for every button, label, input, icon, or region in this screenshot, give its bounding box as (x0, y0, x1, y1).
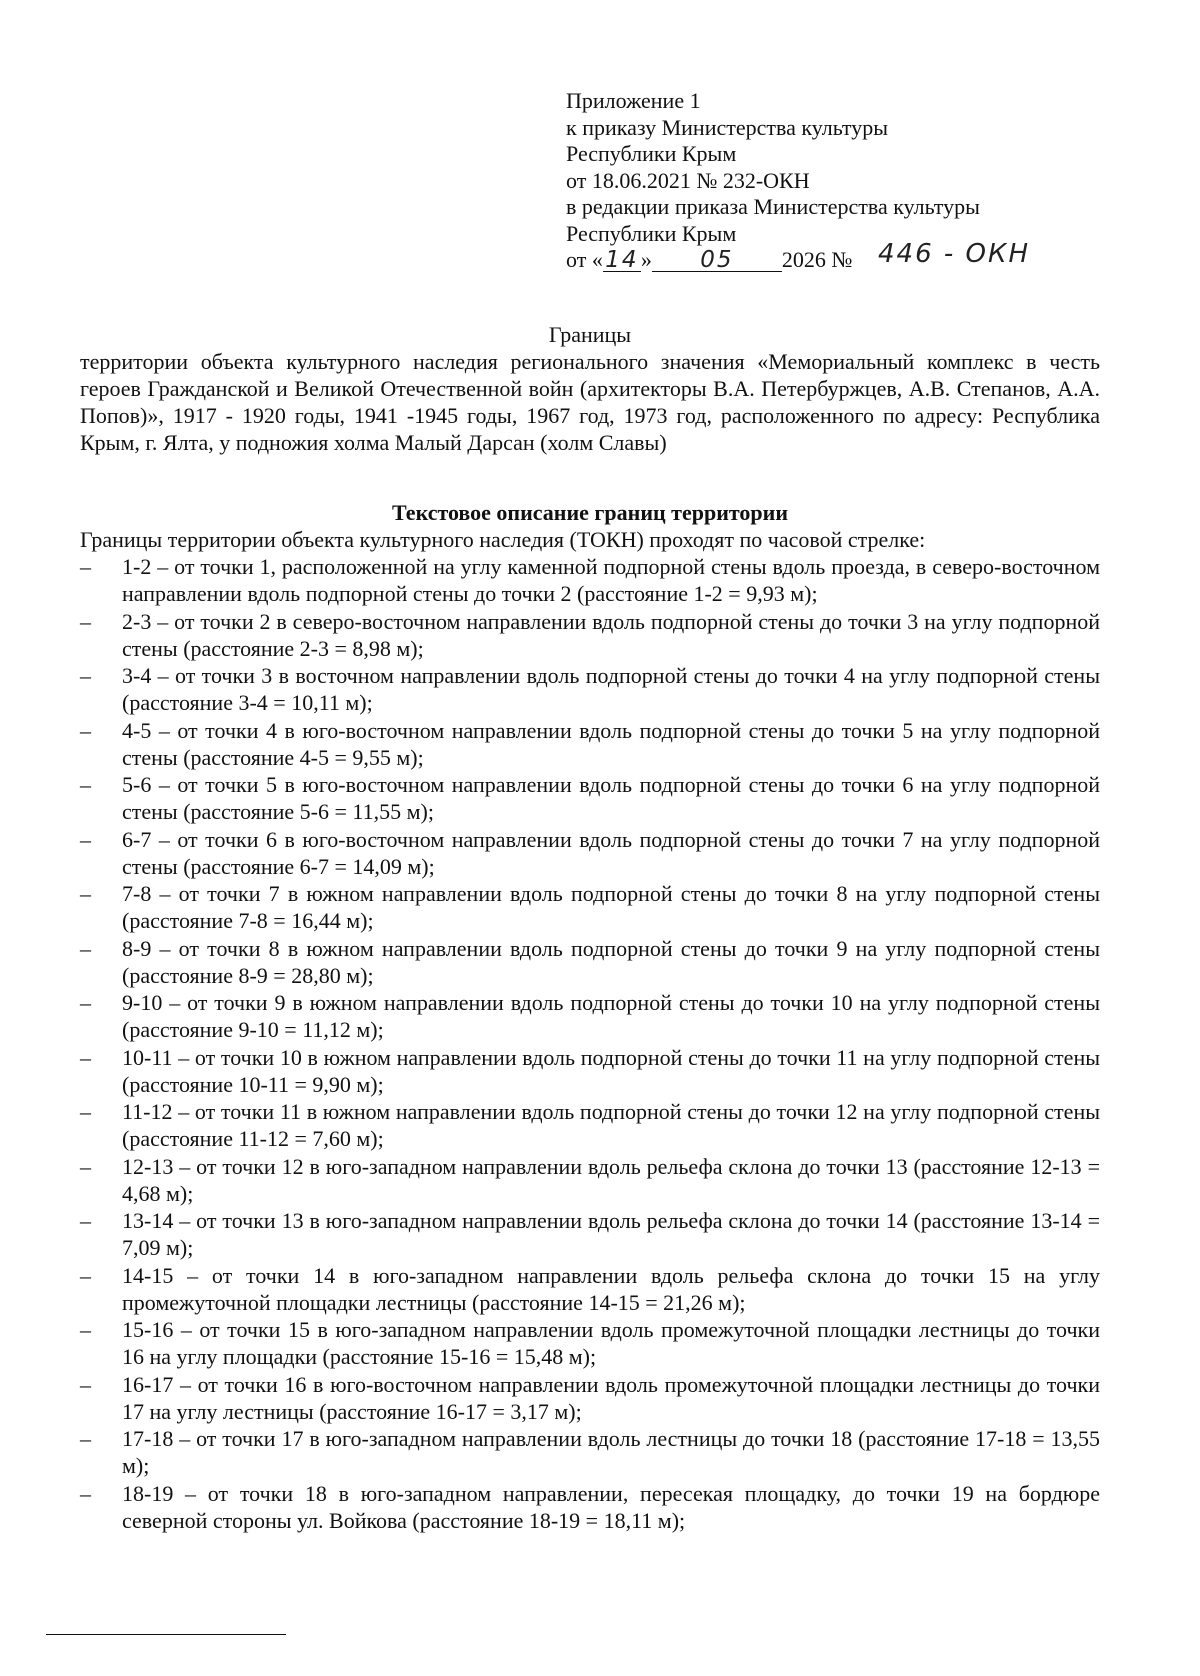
list-item-text: 17-18 – от точки 17 в юго-западном направлении вдоль лестницы до точки 18 (расстояние 17-18 = 13,55 м); (122, 1426, 1100, 1478)
list-item-text: 10-11 – от точки 10 в южном направлении вдоль подпорной стены до точки 11 на углу подпорной стены (расстояние 10-11 = 9,90 м); (122, 1044, 1100, 1097)
document-title: Границы (548, 322, 632, 347)
list-item-text: 9-10 – от точки 9 в южном направлении вдоль подпорной стены до точки 10 на углу подпорной стены (расстояние 9-10 = 11,12 м); (122, 990, 1100, 1042)
list-item (80, 608, 1100, 663)
date-month-field (652, 247, 782, 272)
list-item (80, 1425, 1100, 1480)
list-item-text: 11-12 – от точки 11 в южном направлении вдоль подпорной стены до точки 12 на углу подпорной стены (расстояние 11-12 = 7,60 м); (122, 1099, 1100, 1151)
list-item-text: 8-9 – от точки 8 в южном направлении вдоль подпорной стены до точки 9 на углу подпорной стены (расстояние 8-9 = 28,80 м); (122, 935, 1100, 988)
list-item (80, 771, 1100, 826)
list-item-text: 14-15 – от точки 14 в юго-западном направлении вдоль рельефа склона до точки 15 на углу промежуточной площадки лестницы (расстояние 14-15 = 21,26 м); (122, 1262, 1100, 1315)
section-intro: Границы территории объекта культурного наследия (ТОКН) проходят по часовой стрелке: (80, 527, 926, 552)
dash-marker: – (80, 717, 91, 743)
dash-marker: – (80, 663, 91, 688)
dash-marker: – (80, 1371, 91, 1397)
date-mid: » (640, 247, 652, 272)
date-day-field (603, 247, 641, 272)
section-heading: Текстовое описание границ территории (391, 500, 789, 525)
list-item-text: 18-19 – от точки 18 в юго-западном направлении, пересекая площадку, до точки 19 на бордюре северной стороны ул. Войкова (расстояние 18-19 = 18,11 м); (122, 1480, 1100, 1533)
dash-marker: – (80, 1262, 91, 1288)
header-line: в редакции приказа Министерства культуры (566, 194, 980, 219)
header-line: от 18.06.2021 № 232-ОКН (566, 167, 810, 193)
dash-marker: – (80, 990, 91, 1015)
list-item (80, 1262, 1100, 1317)
appendix-header (566, 88, 1126, 274)
document-subject: территории объекта культурного наследия регионального значения «Мемориальный комплекс в честь героев Гражданской и Великой Отечественной войн (архитекторы В.А. Петербуржцев, А.В. Степанов, А.А. Попов)», 1917 - 1920 годы, 1941 -1945 годы, 1967 год, 1973 год, расположенного по адресу: Республика Крым, г. Ялта, у подножия холма Малый Дарсан (холм Славы) (80, 349, 1100, 455)
dash-marker: – (80, 1153, 91, 1179)
list-item-text: 4-5 – от точки 4 в юго-восточном направлении вдоль подпорной стены до точки 5 на углу подпорной стены (расстояние 4-5 = 9,55 м); (122, 717, 1100, 770)
list-item-text: 7-8 – от точки 7 в южном направлении вдоль подпорной стены до точки 8 на углу подпорной стены (расстояние 7-8 = 16,44 м); (122, 881, 1100, 933)
boundary-segments-list (80, 553, 1100, 1534)
list-item (80, 1480, 1100, 1535)
footnote-divider (46, 1634, 286, 1635)
list-item (80, 717, 1100, 772)
header-line: к приказу Министерства культуры (566, 114, 889, 140)
list-item-text: 12-13 – от точки 12 в юго-западном направлении вдоль рельефа склона до точки 13 (расстояние 12-13 = 4,68 м); (122, 1153, 1100, 1206)
list-item-text: 6-7 – от точки 6 в юго-восточном направлении вдоль подпорной стены до точки 7 на углу подпорной стены (расстояние 6-7 = 14,09 м); (122, 826, 1100, 879)
header-line: Республики Крым (566, 141, 737, 166)
dash-marker: – (80, 1099, 91, 1124)
handwritten-order-number: 446 - ОКН (878, 239, 1031, 269)
header-line: Республики Крым (566, 220, 737, 246)
dash-marker: – (80, 554, 91, 579)
order-date-line (566, 239, 1126, 274)
list-item (80, 1044, 1100, 1099)
dash-marker: – (80, 1044, 91, 1070)
list-item-text: 15-16 – от точки 15 в юго-западном направлении вдоль промежуточной площадки лестницы до точки 16 на углу площадки (расстояние 15-16 = 15,48 м); (122, 1317, 1100, 1369)
dash-marker: – (80, 1426, 91, 1451)
dash-marker: – (80, 1480, 91, 1506)
list-item (80, 935, 1100, 990)
list-item (80, 1098, 1100, 1153)
handwritten-day: 14 (605, 247, 639, 273)
dash-marker: – (80, 772, 91, 797)
list-item (80, 1371, 1100, 1426)
list-item-text: 2-3 – от точки 2 в северо-восточном направлении вдоль подпорной стены до точки 3 на углу подпорной стены (расстояние 2-3 = 8,98 м); (122, 608, 1100, 661)
header-line: Приложение 1 (566, 88, 701, 113)
dash-marker: – (80, 1317, 91, 1342)
list-item-text: 3-4 – от точки 3 в восточном направлении вдоль подпорной стены до точки 4 на углу подпорной стены (расстояние 3-4 = 10,11 м); (122, 663, 1100, 715)
list-item (80, 880, 1100, 935)
dash-marker: – (80, 935, 91, 961)
list-item-text: 1-2 – от точки 1, расположенной на углу каменной подпорной стены вдоль проезда, в северо-восточном направлении вдоль подпорной стены до точки 2 (расстояние 1-2 = 9,93 м); (122, 554, 1100, 606)
list-item (80, 662, 1100, 717)
list-item-text: 5-6 – от точки 5 в юго-восточном направлении вдоль подпорной стены до точки 6 на углу подпорной стены (расстояние 5-6 = 11,55 м); (122, 772, 1100, 824)
list-item (80, 826, 1100, 881)
dash-marker: – (80, 881, 91, 906)
list-item-text: 13-14 – от точки 13 в юго-западном направлении вдоль рельефа склона до точки 14 (расстояние 13-14 = 7,09 м); (122, 1208, 1100, 1260)
list-item (80, 1207, 1100, 1262)
dash-marker: – (80, 826, 91, 852)
list-item (80, 1153, 1100, 1208)
date-prefix: от « (566, 247, 603, 272)
list-item (80, 989, 1100, 1044)
list-item (80, 553, 1100, 608)
list-item (80, 1316, 1100, 1371)
list-item-text: 16-17 – от точки 16 в юго-восточном направлении вдоль промежуточной площадки лестницы до точки 17 на углу лестницы (расстояние 16-17 = 3,17 м); (122, 1371, 1100, 1424)
handwritten-month: 05 (700, 247, 734, 273)
date-year: 2026 № (781, 247, 853, 272)
dash-marker: – (80, 608, 91, 634)
dash-marker: – (80, 1208, 91, 1233)
